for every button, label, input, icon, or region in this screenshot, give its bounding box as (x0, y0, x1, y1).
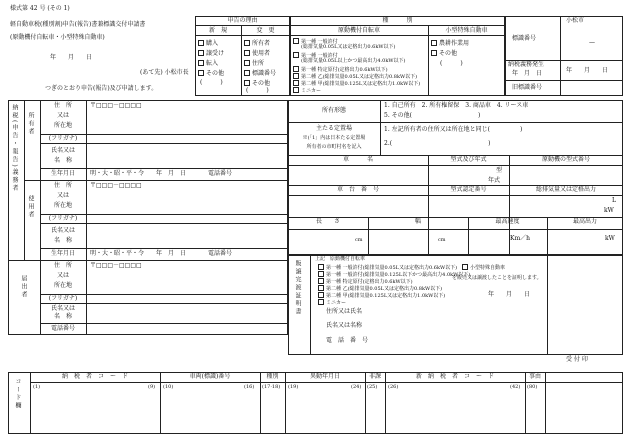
location-option-2[interactable]: 2.( ) (384, 140, 491, 147)
checkbox[interactable] (293, 38, 299, 44)
width-header: 幅 (414, 218, 421, 225)
new-header: 新 規 (208, 27, 227, 34)
form-title: 軽自動車税(種別割)申告(報告)書兼標識交付申請書 (10, 21, 146, 28)
reason-header: 申告の理由 (227, 17, 258, 24)
special-other[interactable]: その他 (431, 50, 457, 57)
owner-furigana-label: (フリガナ) (48, 135, 78, 142)
location-label-3: 所有者の市町村名を記入 (306, 144, 362, 150)
location-label: 主たる定置場 (315, 125, 352, 132)
moped-option-3[interactable]: 第一種 特定原付(定格出力0.6kW以下) (293, 66, 388, 73)
max-speed-header: 最高速度 (495, 218, 520, 225)
certified-header: 型式認定番号 (450, 186, 487, 193)
speed-unit: Km／h (510, 235, 531, 242)
type-code-header: 種別 (266, 373, 279, 380)
user-birth-value[interactable]: 明・大・昭・平・令 年 月 日 (90, 250, 187, 257)
submitter-address-label-2: 又は (56, 272, 69, 279)
transfer-special-option[interactable]: 小型特殊自動車 (462, 264, 505, 271)
moped-option-6[interactable]: ミニカー (293, 87, 321, 94)
checkbox[interactable] (293, 80, 299, 86)
transfer-option-6[interactable]: ミニカー (318, 299, 346, 306)
moped-option-4[interactable]: 第二種 乙(総排気量0.05L又は定格出力0.8kW以下) (293, 73, 417, 80)
moped-option-1-note: (総排気量0.05L又は定格出力0.6kW以下) (301, 44, 396, 50)
submitter-name-label-2: 名 称 (53, 313, 72, 320)
transfer-date[interactable]: 年 月 日 (488, 291, 531, 298)
reason-new-purchase[interactable]: 購入 (198, 40, 218, 47)
form-number: 様式第 42 号 (その 1) (10, 5, 70, 12)
power-unit: kW (605, 235, 615, 242)
chassis-header: 車 台 番 号 (336, 186, 379, 193)
code-num-10: (10) (163, 384, 174, 390)
moped-option-2[interactable]: 第一種 一般許付 (293, 52, 338, 59)
checkbox[interactable] (318, 285, 324, 291)
checkbox[interactable] (198, 60, 204, 66)
transfer-option-1[interactable]: 第一種 一般許付(総排気量0.05L又は定格出力0.6kW以下) (318, 264, 457, 271)
user-address-label-3: 所在地 (53, 202, 72, 209)
code-num-1: (1) (33, 384, 41, 390)
checkbox[interactable] (318, 299, 324, 305)
model-year-header: 型式及び年式 (450, 156, 487, 163)
displacement-l-unit: L (612, 197, 616, 204)
code-num-42: (42) (510, 384, 521, 390)
owner-phone-label: 電話番号 (208, 170, 233, 177)
form-subtitle: (原動機付自転車・小型特殊自動車) (10, 34, 105, 41)
user-side-label: 使用者 (27, 195, 34, 219)
plate-label: 標識番号 (512, 35, 537, 42)
transfer-statement: を販売又は譲渡したことを証明します。 (452, 275, 542, 281)
owner-birth-label: 生年月日 (50, 170, 75, 177)
taxpayer-side-label: 納税(申告・報告)義務者 (11, 104, 18, 193)
addressee: (あて先) 小松市長 (140, 69, 189, 76)
code-num-26: (26) (388, 384, 399, 390)
checkbox[interactable] (293, 87, 299, 93)
tax-date-value[interactable]: 年 月 日 (566, 67, 609, 74)
tax-date-label-2: 年 月 日 (512, 70, 543, 77)
special-agri[interactable]: 農耕作業用 (431, 40, 469, 47)
special-header: 小型特殊自動車 (445, 27, 488, 34)
checkbox[interactable] (198, 70, 204, 76)
code-num-9: (9) (148, 384, 156, 390)
user-address-label-1: 住 所 (53, 182, 72, 189)
checkbox[interactable] (293, 52, 299, 58)
reason-code-header: 事由 (528, 373, 541, 380)
moped-option-1[interactable]: 第一種 一般許付 (293, 38, 338, 45)
reason-change-plate[interactable]: 標識番号 (244, 70, 276, 77)
length-header: 長 さ (315, 218, 340, 225)
submitter-address-label-3: 所在地 (53, 282, 72, 289)
owner-address-label-1: 住 所 (53, 102, 72, 109)
reason-new-transfer[interactable]: 譲受け (198, 50, 224, 57)
code-num-19: (19) (288, 384, 299, 390)
code-num-16: (16) (244, 384, 255, 390)
width-unit: cm (438, 237, 446, 243)
reason-change-other[interactable]: その他 (244, 80, 270, 87)
code-num-25: (25) (367, 384, 378, 390)
checkbox[interactable] (244, 40, 250, 46)
displacement-header: 総排気量又は定格出力 (535, 186, 596, 193)
checkbox[interactable] (198, 40, 204, 46)
vehicle-name-header: 車 名 (342, 156, 373, 163)
checkbox[interactable] (244, 60, 250, 66)
type-header: 種 別 (382, 17, 413, 24)
moped-option-2-note: (総排気量0.05L以上かつ最高出力4.0kW以下) (301, 58, 406, 64)
transfer-option-3[interactable]: 第一種 特定原付(定格出力0.6kW以下) (318, 278, 413, 285)
reason-new-other[interactable]: その他 (198, 70, 224, 77)
plate-number-header: 車両(標識)番号 (189, 373, 231, 380)
owner-address-label-2: 又は (56, 112, 69, 119)
moped-header: 原動機付自転車 (337, 27, 380, 34)
taxpayer-code-header: 納 税 者 コ ー ド (61, 373, 128, 380)
checkbox[interactable] (462, 264, 468, 270)
checkbox[interactable] (318, 271, 324, 277)
reason-change-user[interactable]: 使用者 (244, 50, 270, 57)
special-paren: ( ) (440, 60, 463, 67)
ownership-other[interactable]: 5. その他( ) (384, 112, 481, 119)
change-header: 変 更 (256, 27, 275, 34)
max-power-header: 最高出力 (572, 218, 597, 225)
user-name-label-2: 名 称 (53, 237, 72, 244)
change-date-header: 異動年月日 (309, 373, 340, 380)
submitter-phone-label: 電話番号 (50, 325, 75, 332)
receipt-stamp-label: 受 付 印 (566, 356, 588, 363)
checkbox[interactable] (318, 292, 324, 298)
plate-value[interactable]: — (589, 39, 595, 46)
ownership-label: 所有形態 (321, 107, 346, 114)
new-taxpayer-code-header: 新 納 税 者 コ ー ド (415, 373, 494, 380)
model-suffix: 型 (496, 167, 503, 174)
checkbox[interactable] (318, 278, 324, 284)
user-furigana-label: (フリガナ) (48, 215, 78, 222)
transfer-option-2[interactable]: 第一種 一般許付(総排気量0.125L以下かつ最高出力4.0kW以下) (318, 271, 470, 278)
transfer-address-label: 住所又は氏名 (326, 308, 363, 315)
reason-change-paren: ( ) (246, 87, 269, 94)
transfer-phone-label: 電 話 番 号 (326, 337, 369, 344)
owner-postal-field[interactable]: 〒□□□－□□□□ (90, 102, 142, 109)
submitter-postal-field[interactable]: 〒□□□－□□□□ (90, 262, 142, 269)
city-name: 小松市 (566, 17, 585, 24)
reason-new-paren: ( ) (200, 79, 223, 86)
code-side-label: コード欄 (14, 378, 21, 410)
moped-option-5[interactable]: 第二種 甲(総排気量0.125L又は定格出力1.0kW以下) (293, 80, 420, 87)
vehicle-section (288, 100, 623, 255)
checkbox[interactable] (244, 70, 250, 76)
user-phone-label: 電話番号 (208, 250, 233, 257)
submitter-furigana-label: (フリガナ) (48, 295, 78, 302)
displacement-kw-unit: kW (604, 207, 614, 214)
location-label-2: ※(「1」内は日本たる定置場 (302, 135, 366, 141)
checkbox[interactable] (318, 264, 324, 270)
checkbox[interactable] (244, 50, 250, 56)
user-birth-label: 生年月日 (50, 250, 75, 257)
tax-date-label: 納税義務発生 (508, 61, 545, 68)
transfer-option-4[interactable]: 第二種 乙(総排気量0.05L又は定格出力0.8kW以下) (318, 285, 442, 292)
code-num-17: (17·18) (262, 384, 281, 390)
checkbox[interactable] (244, 80, 250, 86)
checkbox[interactable] (198, 50, 204, 56)
code-num-24: (24) (351, 384, 362, 390)
owner-name-label-2: 名 称 (53, 157, 72, 164)
length-unit: cm (355, 237, 363, 243)
submission-date: 年 月 日 (50, 54, 93, 61)
submitter-address-label-1: 住 所 (53, 262, 72, 269)
transfer-side-label: 販譲完渡証明書 (294, 260, 301, 316)
checkbox[interactable] (431, 50, 437, 56)
submitter-name-label-1: 氏名又は (50, 305, 75, 312)
reason-change-owner[interactable]: 所有者 (244, 40, 270, 47)
reason-change-address[interactable]: 住所 (244, 60, 264, 67)
user-name-label-1: 氏名又は (50, 227, 75, 234)
ownership-options[interactable]: 1. 自己所有 2. 所有権留保 3. 商品車 4. リース車 (384, 102, 529, 109)
owner-address-label-3: 所在地 (53, 122, 72, 129)
owner-birth-value[interactable]: 明・大・昭・平・令 年 月 日 (90, 170, 187, 177)
owner-name-label-1: 氏名又は (50, 147, 75, 154)
transfer-name-label: 氏名又は名称 (326, 322, 363, 329)
year-suffix: 年式 (488, 177, 501, 184)
submitter-side-label: 届出者 (20, 275, 27, 299)
code-num-80: (80) (527, 384, 538, 390)
transfer-heading: 上記 原動機付自転車 (315, 256, 366, 262)
user-postal-field[interactable]: 〒□□□－□□□□ (90, 182, 142, 189)
transfer-option-5[interactable]: 第二種 甲(総排気量0.125L又は定格出力1.0kW以下) (318, 292, 445, 299)
exemption-header: 非課 (368, 373, 381, 380)
reason-new-move-in[interactable]: 転入 (198, 60, 218, 67)
engine-model-header: 原動機の型式番号 (541, 156, 590, 163)
declaration: つぎのとおり申告(報告)及び申請します。 (45, 85, 158, 92)
checkbox[interactable] (431, 40, 437, 46)
location-option-1[interactable]: 1. 左記所有者の住所又は所在地と同じ( ) (384, 126, 523, 133)
checkbox[interactable] (293, 73, 299, 79)
old-plate-label: 旧標識番号 (512, 84, 543, 91)
owner-side-label: 所有者 (27, 112, 34, 136)
user-address-label-2: 又は (56, 192, 69, 199)
checkbox[interactable] (293, 66, 299, 72)
